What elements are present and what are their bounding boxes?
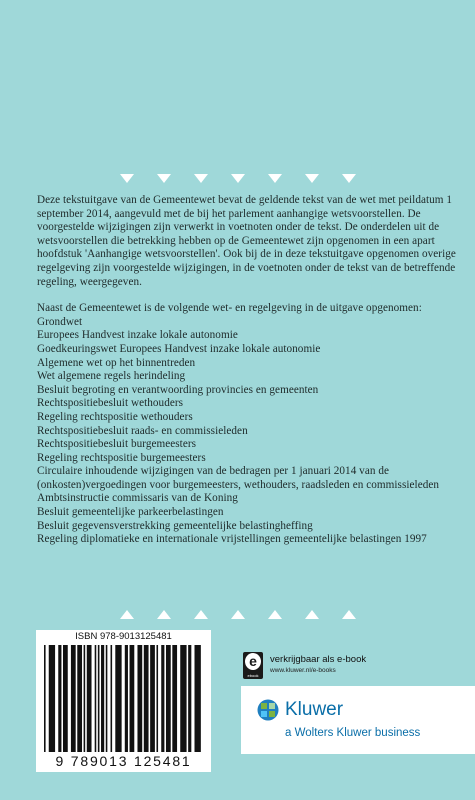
barcode-icon	[44, 645, 204, 752]
triangle-up-icon	[194, 610, 208, 619]
regulation-item: Ambtsinstructie commissaris van de Koning	[37, 492, 238, 505]
regulation-item: Wet algemene regels herindeling	[37, 370, 186, 383]
triangle-down-icon	[305, 174, 319, 183]
triangle-down-icon	[120, 174, 134, 183]
ebook-icon-letter: e	[245, 653, 261, 670]
regulation-item: Besluit gemeentelijke parkeerbelastingen	[37, 506, 224, 519]
isbn-label: ISBN 978-9013125481	[75, 631, 172, 642]
regulations-list	[37, 316, 457, 547]
regulation-item: Grondwet	[37, 315, 83, 328]
triangle-up-icon	[305, 610, 319, 619]
triangle-up-icon	[268, 610, 282, 619]
triangle-down-icon	[268, 174, 282, 183]
regulation-item: Besluit begroting en verantwoording provincies en gemeenten	[37, 383, 319, 396]
regulation-item: Europees Handvest inzake lokale autonomie	[37, 329, 238, 342]
ebook-icon	[243, 652, 263, 679]
regulation-item: Regeling rechtspositie burgemeesters	[37, 451, 206, 464]
regulation-item: Besluit gegevensverstrekking gemeentelijke belastingheffing	[37, 519, 313, 532]
intro-paragraph: Deze tekstuitgave van de Gemeentewet bevat de geldende tekst van de wet met peildatum 1 september 2014, aangevuld met de bij het parlement aanhangige wetsvoorstellen. De voorgestelde wijzigingen zijn verwerkt in voetnoten onder de tekst. De onderdelen uit de wetsvoorstellen die betrekking hebben op de Gemeentewet zijn opgenomen in een apart hoofdstuk 'Aanhangige wetsvoorstellen'. Ook bij de in deze tekstuitgave opgenomen overige regelgeving zijn voorgestelde wijzigingen, in de voetnoten onder de tekst van de betreffende regeling, weergegeven.	[37, 194, 456, 288]
back-cover-text	[37, 194, 457, 547]
regulation-item: Regeling rechtspositie wethouders	[37, 410, 193, 423]
publisher-tagline: a Wolters Kluwer business	[285, 727, 421, 739]
publisher-box	[241, 686, 475, 754]
barcode-panel	[36, 630, 211, 772]
regulation-item: Regeling diplomatieke en internationale vrijstellingen gemeentelijke belastingen 1997	[37, 533, 427, 546]
publisher-name: Kluwer	[285, 699, 344, 720]
regulation-item: Algemene wet op het binnentreden	[37, 356, 196, 369]
ebook-url[interactable]: www.kluwer.nl/e-books	[270, 667, 336, 674]
triangle-down-icon	[157, 174, 171, 183]
triangle-up-icon	[157, 610, 171, 619]
regulation-item: Goedkeuringswet Europees Handvest inzake lokale autonomie	[37, 342, 321, 355]
isbn-digits: 9 789013 125481	[55, 753, 192, 769]
kluwer-logo-icon	[257, 699, 279, 721]
regulation-item: Rechtspositiebesluit raads- en commissieleden	[37, 424, 248, 437]
triangle-up-icon	[342, 610, 356, 619]
ebook-label: verkrijgbaar als e-book	[270, 654, 367, 665]
top-triangle-row	[0, 174, 475, 183]
triangle-up-icon	[120, 610, 134, 619]
regulation-item: Rechtspositiebesluit burgemeesters	[37, 438, 197, 451]
triangle-down-icon	[342, 174, 356, 183]
triangle-down-icon	[231, 174, 245, 183]
regulation-item: Circulaire inhoudende wijzigingen van de bedragen per 1 januari 2014 van de (onkosten)vergoedingen voor burgemeesters, wethouders, raadsleden en commissieleden	[37, 465, 440, 491]
bottom-triangle-row	[0, 610, 475, 619]
triangle-down-icon	[194, 174, 208, 183]
triangle-up-icon	[231, 610, 245, 619]
ebook-icon-label: ebook	[247, 673, 259, 678]
regulation-item: Rechtspositiebesluit wethouders	[37, 397, 184, 410]
list-intro: Naast de Gemeentewet is de volgende wet- en regelgeving in de uitgave opgenomen:	[37, 302, 422, 315]
